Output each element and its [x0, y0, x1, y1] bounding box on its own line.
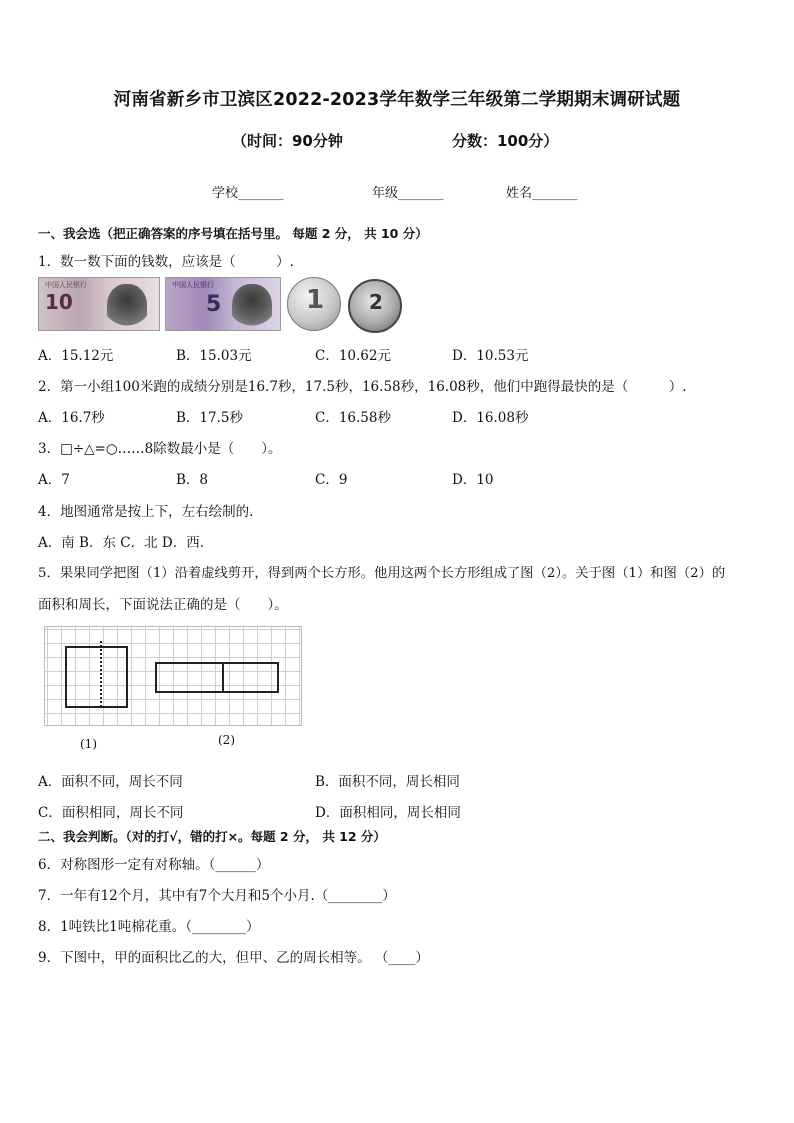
note-header-text: 中国人民银行 [172, 281, 214, 289]
q2-option-b: B．17.5秒 [176, 410, 243, 426]
exam-time: （时间：90分钟 [232, 132, 343, 150]
question-7: 7．一年有12个月，其中有7个大月和5个小月.（________） [38, 888, 396, 904]
coin-value-text: 1 [306, 285, 325, 315]
q3-option-b: B．8 [176, 472, 209, 488]
q1-option-b: B．15.03元 [176, 348, 252, 364]
figure-2-label: (2) [218, 733, 235, 747]
q4-options: A．南 B．东 C．北 D．西. [38, 535, 204, 551]
note-value-text: 10 [45, 290, 73, 314]
q5-option-b: B．面积不同，周长相同 [315, 774, 460, 790]
portrait-image [107, 284, 147, 330]
q5-option-a: A．面积不同，周长不同 [38, 774, 183, 790]
q3-option-c: C．9 [315, 472, 348, 488]
question-1: 1．数一数下面的钱数，应该是（ ）. [38, 254, 294, 270]
figure-2-rectangle [156, 663, 278, 692]
portrait-image [232, 284, 272, 330]
question-4: 4．地图通常是按上下，左右绘制的. [38, 504, 254, 520]
q3-option-a: A．7 [38, 472, 70, 488]
section-1-heading: 一、我会选（把正确答案的序号填在括号里。 每题 2 分， 共 10 分） [38, 226, 428, 241]
figure-1-square [66, 647, 127, 707]
note-header-text: 中国人民银行 [45, 281, 87, 289]
ten-yuan-note-image [38, 277, 160, 331]
question-3: 3．□÷△=○……8除数最小是（ ）。 [38, 441, 282, 457]
figure-shapes [45, 627, 301, 725]
note-value-text: 5 [206, 292, 222, 317]
q3-option-d: D．10 [452, 472, 494, 488]
q1-option-c: C．10.62元 [315, 348, 391, 364]
grid-figure [44, 626, 302, 726]
q1-option-d: D．10.53元 [452, 348, 529, 364]
page-title: 河南省新乡市卫滨区2022-2023学年数学三年级第二学期期末调研试题 [113, 90, 681, 110]
five-yuan-note-image [165, 277, 281, 331]
question-9: 9．下图中，甲的面积比乙的大，但甲、乙的周长相等。 （____） [38, 950, 429, 966]
name-field: 姓名_______ [506, 186, 578, 201]
question-5-line-1: 5．果果同学把图（1）沿着虚线剪开，得到两个长方形。他用这两个长方形组成了图（2）。关于图（1）和图（2）的 [38, 566, 726, 581]
one-yuan-coin-image [287, 277, 341, 331]
question-8: 8．1吨铁比1吨棉花重。（________） [38, 919, 260, 935]
question-2: 2．第一小组100米跑的成绩分别是16.7秒，17.5秒，16.58秒，16.08秒，他们中跑得最快的是（ ）. [38, 379, 687, 395]
school-field: 学校_______ [212, 186, 284, 201]
q2-option-a: A．16.7秒 [38, 410, 105, 426]
question-5-line-2: 面积和周长，下面说法正确的是（ ）。 [38, 597, 288, 613]
coin-value-text: 2 [369, 290, 383, 314]
q1-option-a: A．15.12元 [38, 348, 114, 364]
question-6: 6．对称图形一定有对称轴。（______） [38, 857, 270, 873]
two-fen-coin-image [348, 279, 402, 333]
exam-score: 分数：100分） [452, 132, 559, 150]
grade-field: 年级_______ [372, 186, 444, 201]
q5-option-d: D．面积相同，周长相同 [315, 805, 461, 821]
q2-option-d: D．16.08秒 [452, 410, 529, 426]
q2-option-c: C．16.58秒 [315, 410, 391, 426]
q5-option-c: C．面积相同，周长不同 [38, 805, 184, 821]
figure-1-label: (1) [80, 737, 97, 751]
section-2-heading: 二、我会判断。（对的打√，错的打×。每题 2 分， 共 12 分） [38, 829, 386, 844]
